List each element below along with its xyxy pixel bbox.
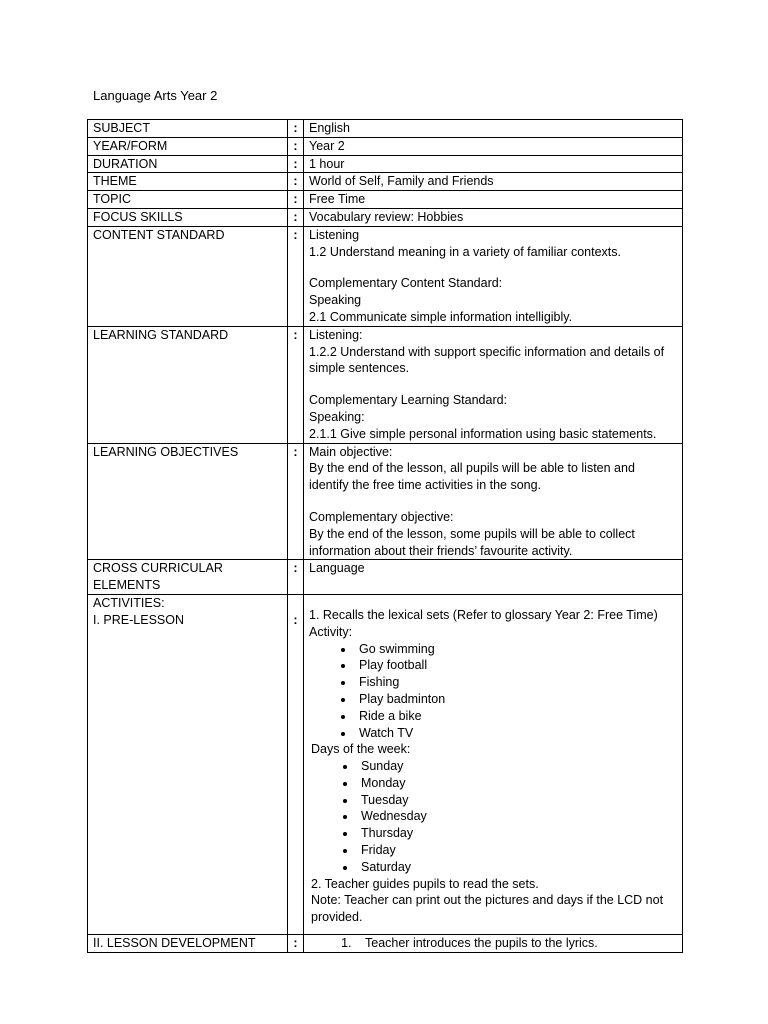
row-lesson-development — [88, 935, 683, 953]
pre-lesson-line: Activity: — [309, 624, 353, 639]
row-learning-standard — [88, 326, 683, 443]
days-list — [309, 758, 677, 876]
row-separator: : — [288, 137, 304, 155]
learning-standard-line: 2.1.1 Give simple personal information using basic statements. — [309, 426, 657, 441]
row-value: English — [304, 120, 683, 138]
row-separator: : — [288, 594, 304, 934]
list-item: • Friday — [357, 842, 677, 859]
row-separator: : — [288, 935, 304, 953]
list-item: • Go swimming — [355, 641, 677, 658]
objective-line: Main objective: — [309, 444, 393, 459]
row-separator: : — [288, 120, 304, 138]
row-learning-objectives — [88, 443, 683, 560]
pre-lesson-note: Note: Teacher can print out the pictures and days if the LCD not provided. — [311, 893, 664, 925]
row-value — [304, 935, 683, 953]
row-value — [304, 594, 683, 934]
row-activities — [88, 594, 683, 934]
list-item: • Saturday — [357, 859, 677, 876]
content-standard-line: 1.2 Understand meaning in a variety of familiar contexts. — [309, 244, 621, 259]
content-standard-line: Speaking — [309, 293, 362, 308]
list-item: • Monday — [357, 775, 677, 792]
objective-line: By the end of the lesson, all pupils will be able to listen and identify the free time activities in the song. — [309, 461, 635, 493]
row-label: LEARNING STANDARD — [88, 326, 288, 443]
list-item: • Fishing — [355, 674, 677, 691]
learning-standard-line: Listening: — [309, 327, 363, 342]
row-year-form — [88, 137, 683, 155]
row-subject — [88, 120, 683, 138]
list-item: • Watch TV — [355, 725, 677, 742]
row-cross-curricular — [88, 560, 683, 595]
content-standard-line: 2.1 Communicate simple information intelligibly. — [309, 309, 573, 324]
pre-lesson-heading: I. PRE-LESSON — [93, 612, 184, 627]
row-label: CROSS CURRICULAR ELEMENTS — [88, 560, 288, 595]
activity-list — [309, 641, 677, 742]
row-value: Year 2 — [304, 137, 683, 155]
objective-line: By the end of the lesson, some pupils will be able to collect information about their friends’ favourite activity. — [309, 526, 635, 558]
row-theme — [88, 173, 683, 191]
activities-heading: ACTIVITIES: — [93, 595, 165, 610]
row-separator: : — [288, 173, 304, 191]
row-value: Free Time — [304, 191, 683, 209]
list-item: • Wednesday — [357, 808, 677, 825]
row-separator: : — [288, 155, 304, 173]
learning-standard-line: 1.2.2 Understand with support specific information and details of simple sentences. — [309, 344, 665, 376]
pre-lesson-line: 2. Teacher guides pupils to read the sets. — [311, 876, 539, 891]
row-label: CONTENT STANDARD — [88, 226, 288, 326]
row-duration — [88, 155, 683, 173]
row-label — [88, 594, 288, 934]
row-value: Language — [304, 560, 683, 595]
days-heading: Days of the week: — [311, 742, 411, 757]
lesson-plan-table — [87, 119, 683, 953]
list-item: • Play football — [355, 657, 677, 674]
row-label: LEARNING OBJECTIVES — [88, 443, 288, 560]
content-standard-line: Listening — [309, 227, 360, 242]
row-label: FOCUS SKILLS — [88, 208, 288, 226]
list-item: • Tuesday — [357, 792, 677, 809]
row-value — [304, 326, 683, 443]
row-value: World of Self, Family and Friends — [304, 173, 683, 191]
row-separator: : — [288, 560, 304, 595]
row-value — [304, 226, 683, 326]
list-item: • Play badminton — [355, 691, 677, 708]
row-label: THEME — [88, 173, 288, 191]
list-item: 1. Teacher introduces the pupils to the lyrics. — [355, 935, 677, 952]
row-label: YEAR/FORM — [88, 137, 288, 155]
row-value — [304, 443, 683, 560]
row-separator: : — [288, 326, 304, 443]
row-label: DURATION — [88, 155, 288, 173]
objective-line: Complementary objective: — [309, 509, 454, 524]
row-value: 1 hour — [304, 155, 683, 173]
row-separator: : — [288, 443, 304, 560]
row-content-standard — [88, 226, 683, 326]
learning-standard-line: Speaking: — [309, 409, 365, 424]
row-focus-skills — [88, 208, 683, 226]
list-item: • Ride a bike — [355, 708, 677, 725]
list-item: • Sunday — [357, 758, 677, 775]
row-value: Vocabulary review: Hobbies — [304, 208, 683, 226]
row-topic — [88, 191, 683, 209]
row-separator: : — [288, 191, 304, 209]
content-standard-line: Complementary Content Standard: — [309, 276, 503, 291]
row-separator: : — [288, 208, 304, 226]
list-item: • Thursday — [357, 825, 677, 842]
row-label: SUBJECT — [88, 120, 288, 138]
lesson-development-steps — [309, 935, 677, 952]
row-separator: : — [288, 226, 304, 326]
pre-lesson-line: 1. Recalls the lexical sets (Refer to glossary Year 2: Free Time) — [309, 607, 658, 622]
learning-standard-line: Complementary Learning Standard: — [309, 393, 508, 408]
row-label: TOPIC — [88, 191, 288, 209]
document-title: Language Arts Year 2 — [93, 88, 218, 103]
row-label: II. LESSON DEVELOPMENT — [88, 935, 288, 953]
